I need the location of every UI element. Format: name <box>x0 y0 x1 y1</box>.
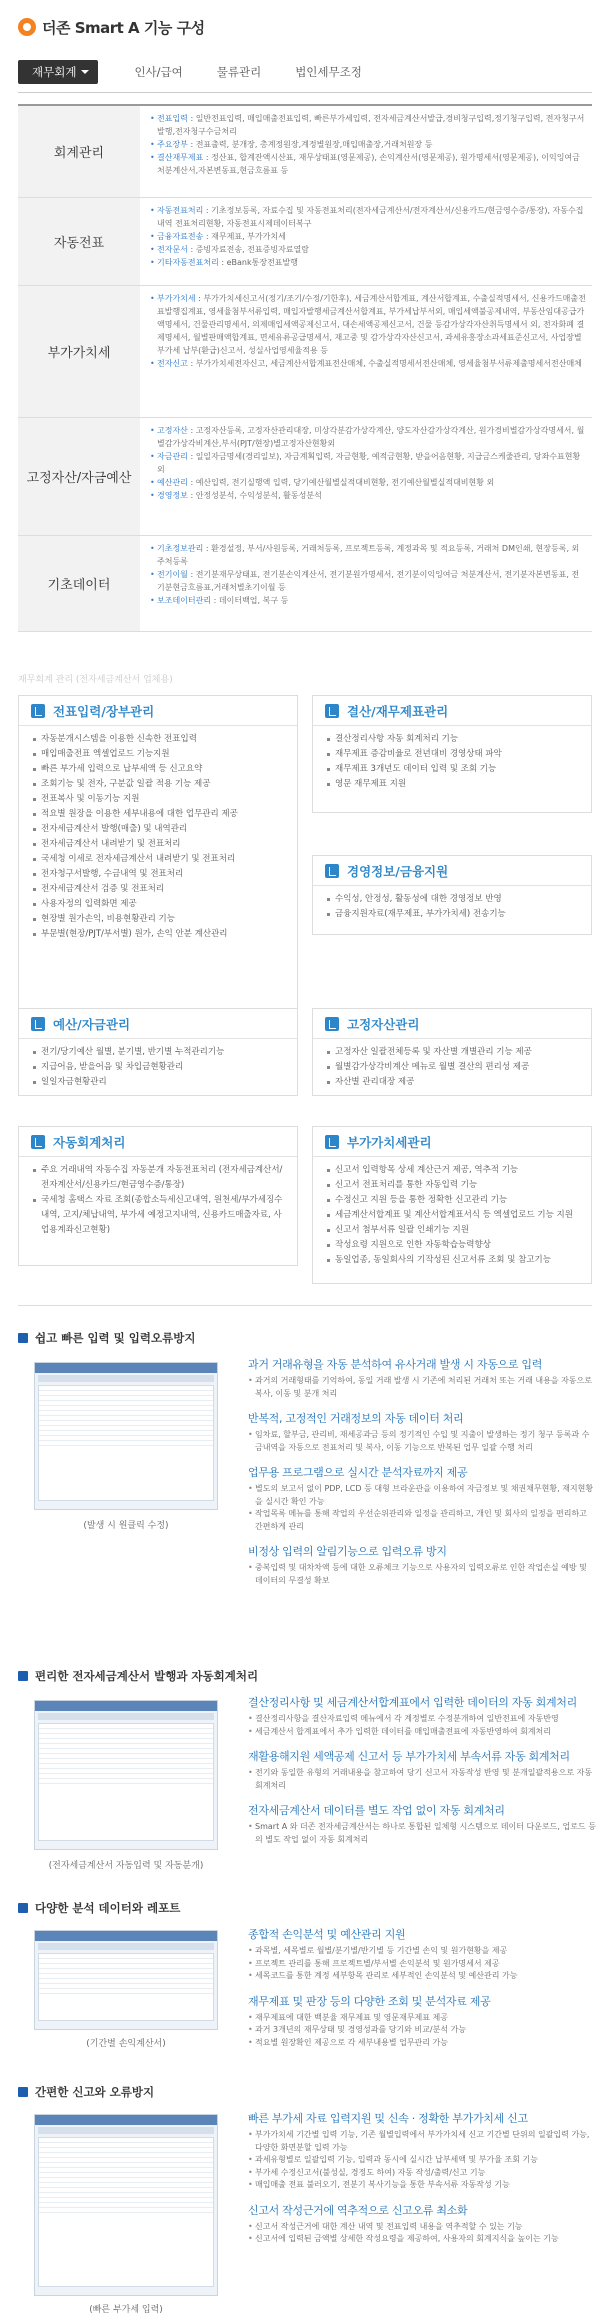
square-icon <box>18 1333 28 1343</box>
screenshot-thumbnail <box>34 1930 218 2030</box>
thumbnail-caption: (빠른 부가세 입력) <box>89 2305 163 2315</box>
card-icon <box>325 864 339 878</box>
card-icon <box>31 1017 45 1031</box>
spec-row <box>18 286 592 418</box>
spec-row-content <box>140 536 592 631</box>
spec-line: • 고정자산 : 고정자산등록, 고정자산관리대장, 미상각분감가상각계산, 양도자산감가상각계산, 원가경비별감가상각명세서, 월별감가상각비계산,부서(PJT/현장)별고정자산현황외 <box>150 424 586 450</box>
list-item: 세금계산서합계표 및 계산서합계표서식 등 엑셀업로드 기능 지원 <box>327 1208 581 1223</box>
thumbnail-caption: (전자세금계산서 자동입력 및 자동분개) <box>48 1861 204 1871</box>
square-icon <box>18 1903 28 1913</box>
list-item: 사용자정의 입력화면 제공 <box>33 897 287 912</box>
list-item: 재무제표 3개년도 데이터 입력 및 조회 기능 <box>327 762 581 777</box>
list-item: 수정신고 지원 등을 통한 정확한 신고관리 기능 <box>327 1193 581 1208</box>
card-voucher-ledger: 전표입력/장부관리 자동분개시스템을 이용한 신속한 전표입력 매입매출전표 엑셀업로드 기능지원 빠른 부가세 입력으로 납부세액 등 신고요약 조회기능 및 전자, 구분값 일괄 적용 기능 제공 전표복사 및 이동기능 지원 적요별 원장을 이용한 세부내용에 대한 업무관리 제공 전자세금계산서 발행(매출) 및 내역관리 전자세금계산서 내려받기 및 전표처리 국세청 이세로 전자세금계산서 내려받기 및 전표처리 전자청구서발행, 수금내역 및 전표처리 전자세금계산서 검증 및 전표처리 사용자정의 입력화면 제공 현장별 원가손익, 비용현황관리 기능 부문별(현장/PJT/부서별) 원가, 손익 안분 계산관리 <box>18 695 298 1015</box>
card-list <box>313 1157 591 1274</box>
card-auto-accounting: 자동회계처리 주요 거래내역 자동수집 자동분개 자동전표처리 (전자세금계산서/전자계산서/신용카드/현금영수증/통장) 국세청 홈택스 자료 조회(종합소득세신고내역, 원천세/부가세징수내역, 고지/체납내역, 부가세 예정고지내역, 신용카드매출자료, 사업용계좌신고현황) <box>18 1126 298 1266</box>
tab-hr[interactable]: 인사/급여 <box>134 65 183 79</box>
screenshot-thumbnail <box>34 1362 218 1510</box>
list-item: 빠른 부가세 입력으로 납부세액 등 신고요약 <box>33 762 287 777</box>
card-closing: 결산/재무제표관리 결산정리사항 자동 회계처리 기능 재무제표 증감비율로 전년대비 경영상태 파악 재무제표 3개년도 데이터 입력 및 조회 기능 영문 재무제표 지원 <box>312 695 592 813</box>
section-title: 간편한 신고와 오류방지 <box>18 2084 154 2100</box>
spec-line: • 전표입력 : 일반전표입력, 매입매출전표입력, 빠른부가세입력, 전자세금계산서발급,경비청구입력,정기청구입력, 전자청구서발행,전자청구수금처리 <box>150 112 586 138</box>
list-item: 전자청구서발행, 수금내역 및 전표처리 <box>33 867 287 882</box>
card-list <box>313 1039 591 1096</box>
list-item: 결산정리사항 자동 회계처리 기능 <box>327 732 581 747</box>
section-title: 편리한 전자세금계산서 발행과 자동회계처리 <box>18 1668 258 1684</box>
spec-line: • 전기이월 : 전기분재무상태표, 전기분손익계산서, 전기분원가명세서, 전기분이익잉여금 처분계산서, 전기분자본변동표, 전기분현금흐름표,거래처별초기이월 등 <box>150 568 586 594</box>
list-item: 전자세금계산서 내려받기 및 전표처리 <box>33 837 287 852</box>
spec-line: • 결산재무제표 : 정산표, 합계잔액시산표, 재무상태표(영문제공), 손익계산서(영문제공), 원가명세서(영문제공), 이익잉여금처분계산서,자본변동표,현금흐름표 등 <box>150 151 586 177</box>
spec-row-head: 고정자산/자금예산 <box>18 418 140 535</box>
feature-spec-table <box>18 104 592 632</box>
card-icon <box>325 1135 339 1149</box>
list-item: 신고서 첨부서류 일괄 인쇄기능 지원 <box>327 1223 581 1238</box>
list-item: 전기/당기예산 월별, 분기별, 반기별 누적관리기능 <box>33 1045 287 1060</box>
spec-row <box>18 536 592 632</box>
spec-row-content <box>140 106 592 197</box>
feature-detail: 종합적 손익분석 및 예산관리 지원 • 과목별, 세목별로 월별/분기별/반기별 등 기간별 손익 및 원가현황을 제공 • 프로젝트 관리를 통해 프로젝트별/부서별 손익분석 및 원가명세서 제공 • 세목코드를 통한 계정 세부항목 관리로 세부적인 손익분석 및 예산관리 가능 재무제표 및 판장 등의 다양한 조회 및 분석자료 제공 • 재무제표에 대한 백분율 재무제표 및 영문재무제표 제공 • 과거 3개년의 재무상태 및 경영성과를 당기와 비교/분석 가능 • 적요별 원장확인 제공으로 각 세부내용별 업무관리 가능 <box>248 1926 596 2059</box>
card-fixed-assets: 고정자산관리 고정자산 일괄전체등록 및 자산별 개별관리 기능 제공 월별감가상각비계산 메뉴로 월별 결산의 편리성 제공 자산별 관리대장 제공 <box>312 1008 592 1096</box>
card-management-info: 경영정보/금융지원 수익성, 안정성, 활동성에 대한 경영정보 반영 금융지원자료(재무제표, 부가가치세) 전송기능 <box>312 855 592 935</box>
card-icon <box>325 1017 339 1031</box>
card-list <box>19 1157 297 1244</box>
list-item: 매입매출전표 엑셀업로드 기능지원 <box>33 747 287 762</box>
list-item: 부문별(현장/PJT/부서별) 원가, 손익 안분 계산관리 <box>33 927 287 942</box>
spec-line: • 자금관리 : 일일자금명세(경리일보), 자금계획입력, 자금현황, 예적금현황, 받을어음현황, 지급금스케줄관리, 당좌수표현황 외 <box>150 450 586 476</box>
spec-row-content <box>140 418 592 535</box>
spec-row-head: 부가가치세 <box>18 286 140 417</box>
spec-line: • 기타자동전표처리 : eBank통장전표발행 <box>150 256 586 269</box>
list-item: 일일자금현황관리 <box>33 1075 287 1090</box>
feature-detail: 과거 거래유형을 자동 분석하여 유사거래 발생 시 자동으로 입력 • 과거의 거래형태를 기억하여, 동일 거래 발생 시 기존에 처리된 거래처 또는 거래 내용을 자동으로 복사, 이동 및 분개 처리 반복적, 고정적인 거래정보의 자동 데이터 처리 • 임차료, 할부금, 관리비, 재세공과금 등의 정기적인 수입 및 지출이 발생하는 정기 청구 등록과 수금내역을 자동으로 전표처리 및 복사, 이동 기능으로 반복된 업무 일괄 수행 처리 업무용 프로그램으로 실시간 분석자료까지 제공 • 별도의 보고서 없이 PDP, LCD 등 대형 브라운관을 이용하여 자금정보 및 채권채무현황, 재지현황을 실시간 확인 가능 • 작업목록 메뉴를 통해 작업의 우선순위관리와 일정을 관리하고, 개인 및 회사의 일정을 편리하고 간편하게 관리 비정상 입력의 알림기능으로 입력오류 방지 • 중복입력 및 대차차액 등에 대한 오류체크 기능으로 사용자의 입력오류로 인한 작업손실 예방 및 데이터의 무결성 확보 <box>248 1356 596 1597</box>
list-item: 지급어음, 받을어음 및 차입금현황관리 <box>33 1060 287 1075</box>
list-item: 전자세금계산서 발행(매출) 및 내역관리 <box>33 822 287 837</box>
card-icon <box>31 704 45 718</box>
section-title: 다양한 분석 데이터와 레포트 <box>18 1900 180 1916</box>
spec-line: • 금융자료전송 : 재무제표, 부가가치세 <box>150 230 586 243</box>
list-item: 자동분개시스템을 이용한 신속한 전표입력 <box>33 732 287 747</box>
spec-row-head: 자동전표 <box>18 198 140 285</box>
list-item: 고정자산 일괄전체등록 및 자산별 개별관리 기능 제공 <box>327 1045 581 1060</box>
list-item: 적요별 원장을 이용한 세부내용에 대한 업무관리 제공 <box>33 807 287 822</box>
section-divider <box>18 1305 592 1306</box>
list-item: 월별감가상각비계산 메뉴로 월별 결산의 편리성 제공 <box>327 1060 581 1075</box>
feature-detail: 빠른 부가세 자료 입력지원 및 신속 · 정확한 부가가치세 신고 • 부가가치세 기간별 입력 기능, 기존 월별입력에서 부가가치세 신고 기간별 단위의 일괄입력 가능, 다양한 화면분할 입력 가능 • 과세유형별로 일괄입력 기능, 입력과 동시에 실시간 납부세액 및 부가율 조회 기능 • 부가세 수정신고서(불성실, 경정도 하여) 자동 작성/출력/신고 기능 • 매입매출 전표 불러오기, 전분기 복사기능을 통한 부속서류 자동작성 기능 신고서 작성근거에 역추적으로 신고오류 최소화 • 신고서 작성근거에 대한 계산 내역 및 전표입력 내용을 역추적할 수 있는 기능 • 신고서에 입력된 금액별 상세한 작성요령을 제공하여, 사용자의 회계지식을 높이는 기능 <box>248 2110 596 2256</box>
spec-line: • 보조데이터관리 : 데이터백업, 복구 등 <box>150 594 586 607</box>
section-watermark: 재무회계 관리 (전자세금계산서 업체용) <box>18 675 173 685</box>
list-item: 국세청 홈택스 자료 조회(종합소득세신고내역, 원천세/부가세징수내역, 고지/체납내역, 부가세 예정고지내역, 신용카드매출자료, 사업용계좌신고현황) <box>33 1193 287 1238</box>
tab-tax[interactable]: 법인세무조정 <box>295 65 362 79</box>
spec-row <box>18 198 592 286</box>
screenshot-thumbnail <box>34 2114 218 2296</box>
list-item: 자산별 관리대장 제공 <box>327 1075 581 1090</box>
card-icon <box>325 704 339 718</box>
card-list <box>313 886 591 928</box>
section-title: 쉽고 빠른 입력 및 입력오류방지 <box>18 1330 195 1346</box>
spec-line: • 전자신고 : 부가가치세전자신고, 세금계산서합계표전산매체, 수출실적명세서전산매체, 영세율첨부서류제출명세서전산매체 <box>150 357 586 370</box>
list-item: 신고서 전표처리를 통한 자동입력 기능 <box>327 1178 581 1193</box>
tab-bar <box>18 60 376 84</box>
spec-line: • 부가가치세 : 부가가치세신고서(정기/조기/수정/기한후), 세금계산서합계표, 계산서합계표, 수출실적명세서, 신용카드매출전표발행집계표, 영세율첨부서류입력, 매입자발행세금계산서합계표, 부가세납부서외, 매입세액불공제내역, 부동산임대공급가액명세서, 건물관리명세서, 의제매입세액공제신고서, 대손세액공제신고서, 건물 등감가상각자산취득명세서 외, 전자화폐 결제명세서, 월별판매액합계표, 면세유류공급명세서, 재고중 및 감가상각자산신고서, 과세유흥장소과세표준신고서, 사업장별 부가세 납부(환급)신고서, 성실사업영세율적용 등 <box>150 292 586 357</box>
tab-divider <box>18 92 592 93</box>
list-item: 영문 재무제표 지원 <box>327 777 581 792</box>
card-icon <box>31 1135 45 1149</box>
spec-row-content <box>140 286 592 417</box>
list-item: 금융지원자료(재무제표, 부가가치세) 전송기능 <box>327 907 581 922</box>
spec-line: • 기초정보관리 : 환경설정, 부서/사원등록, 거래처등록, 프로젝트등록, 계정과목 및 적요등록, 거래처 DM인쇄, 현장등록, 외주처등록 <box>150 542 586 568</box>
thumbnail-caption: (발생 시 원클릭 수정) <box>83 1521 169 1531</box>
circle-icon <box>18 18 36 36</box>
list-item: 수익성, 안정성, 활동성에 대한 경영정보 반영 <box>327 892 581 907</box>
spec-row-content <box>140 198 592 285</box>
square-icon <box>18 1671 28 1681</box>
list-item: 재무제표 증감비율로 전년대비 경영상태 파악 <box>327 747 581 762</box>
spec-line: • 자동전표처리 : 기초정보등록, 자료수집 및 자동전표처리(전자세금계산서/전자계산서/신용카드/현금영수증/통장), 자동수집내역 전표처리현황, 자동전표시제데이터복구 <box>150 204 586 230</box>
square-icon <box>18 2087 28 2097</box>
spec-row <box>18 106 592 198</box>
page-title: 더존 Smart A 기능 구성 <box>18 16 205 38</box>
card-budget: 예산/자금관리 전기/당기예산 월별, 분기별, 반기별 누적관리기능 지급어음, 받을어음 및 차입금현황관리 일일자금현황관리 <box>18 1008 298 1096</box>
screenshot-thumbnail <box>34 1700 218 1850</box>
spec-row-head: 기초데이터 <box>18 536 140 631</box>
card-list <box>19 1039 297 1096</box>
thumbnail-caption: (기간별 손익계산서) <box>86 2039 166 2049</box>
list-item: 전표복사 및 이동기능 지원 <box>33 792 287 807</box>
list-item: 현장별 원가손익, 비용현황관리 기능 <box>33 912 287 927</box>
card-vat: 부가가치세관리 신고서 입력항목 상세 계산근거 제공, 역추적 기능 신고서 전표처리를 통한 자동입력 기능 수정신고 지원 등을 통한 정확한 신고관리 기능 세금계산서합계표 및 계산서합계표서식 등 엑셀업로드 기능 지원 신고서 첨부서류 일괄 인쇄기능 지원 작성요령 지원으로 인한 자동학습능력향상 동일업종, 동일회사의 기작성된 신고서류 조회 및 참고기능 <box>312 1126 592 1284</box>
spec-row-head: 회계관리 <box>18 106 140 197</box>
list-item: 전자세금계산서 검증 및 전표처리 <box>33 882 287 897</box>
spec-line: • 전자문서 : 증빙자료전송, 전표증빙자료열람 <box>150 243 586 256</box>
card-list <box>313 726 591 798</box>
tab-finance[interactable]: 재무회계 <box>18 60 98 84</box>
spec-line: • 예산관리 : 예산입력, 전기실행액 입력, 당기예산월별실적대비현황, 전기예산월별실적대비현황 외 <box>150 476 586 489</box>
list-item: 국세청 이세로 전자세금계산서 내려받기 및 전표처리 <box>33 852 287 867</box>
card-list <box>19 726 297 948</box>
list-item: 주요 거래내역 자동수집 자동분개 자동전표처리 (전자세금계산서/전자계산서/신용카드/현금영수증/통장) <box>33 1163 287 1193</box>
spec-row <box>18 418 592 536</box>
tab-logistics[interactable]: 물류관리 <box>216 65 262 79</box>
feature-detail: 결산정리사항 및 세금계산서합계표에서 입력한 데이터의 자동 회계처리 • 결산정리사항을 결산자료입력 메뉴에서 각 계정별로 수정분개하여 일반전표에 자동반영 • 세금계산서 합계표에서 추가 입력한 데이터를 매입매출전표에 자동반영하여 회계처리 재활용해지원 세액공제 신고서 등 부가가치세 부속서류 자동 회계처리 • 전기와 동일한 유형의 거래내용을 참고하여 당기 신고서 자동작성 반영 및 분개일괄적용으로 자동 회계처리 전자세금계산서 데이터를 별도 작업 없이 자동 회계처리 • Smart A 와 더존 전자세금계산서는 하나로 통합된 일체형 시스템으로 데이터 다운로드, 업로드 등의 별도 작업 없이 자동 회계처리 <box>248 1694 596 1856</box>
list-item: 작성요령 지원으로 인한 자동학습능력향상 <box>327 1238 581 1253</box>
list-item: 조회기능 및 전자, 구분값 일괄 적용 기능 제공 <box>33 777 287 792</box>
list-item: 동일업종, 동일회사의 기작성된 신고서류 조회 및 참고기능 <box>327 1253 581 1268</box>
list-item: 신고서 입력항목 상세 계산근거 제공, 역추적 기능 <box>327 1163 581 1178</box>
spec-line: • 경영정보 : 안정성분석, 수익성분석, 활동성분석 <box>150 489 586 502</box>
spec-line: • 주요장부 : 전표출력, 분개장, 총계정원장,계정별원장,매입매출장,거래처원장 등 <box>150 138 586 151</box>
